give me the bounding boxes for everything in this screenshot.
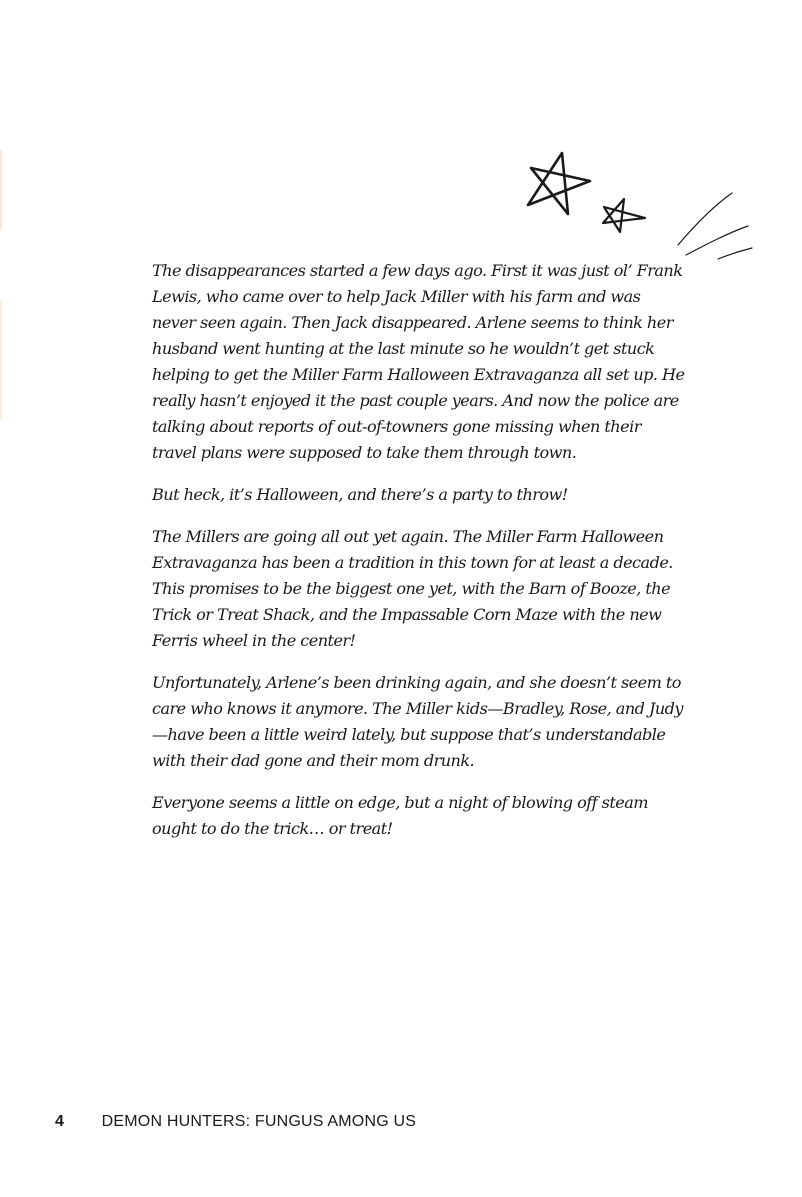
doodle-decoration [0, 0, 802, 300]
motion-lines-icon [678, 193, 752, 259]
story-paragraph: The disappearances started a few days ago. First it was just ol’ Frank Lewis, who came over to help Jack Miller with his farm and was never seen again. Then Jack disappeared. Arlene seems to think her husband went hunting at the last minute so he wouldn’t get stuck helping to get the Miller Farm Halloween Extravaganza all set up. He really hasn’t enjoyed it the past couple years. And now the police are talking about reports of out-of-towners gone missing when their travel plans were supposed to take them through town. [152, 261, 685, 462]
story-paragraph: The Millers are going all out yet again. The Miller Farm Halloween Extravaganza has been a tradition in this town for at least a decade. This promises to be the biggest one yet, with the Barn of Booze, the Trick or Treat Shack, and the Impassable Corn Maze with the new Ferris wheel in the center! [152, 527, 673, 650]
small-star-icon [603, 199, 645, 232]
page-edge-tint [0, 300, 3, 420]
large-star-icon [528, 153, 590, 214]
running-title: DEMON HUNTERS: FUNGUS AMONG US [101, 1113, 417, 1130]
page-footer [55, 1113, 416, 1131]
story-paragraph: Unfortunately, Arlene’s been drinking again, and she doesn’t seem to care who knows it anymore. The Miller kids—Bradley, Rose, and Judy—have been a little weird lately, but suppose that’s understandable with their dad gone and their mom drunk. [152, 673, 683, 770]
story-paragraph: Everyone seems a little on edge, but a night of blowing off steam ought to do the trick… or treat! [152, 793, 648, 838]
story-paragraph: But heck, it’s Halloween, and there’s a party to throw! [152, 485, 568, 504]
story-text [152, 258, 687, 858]
page-number: 4 [55, 1113, 65, 1130]
